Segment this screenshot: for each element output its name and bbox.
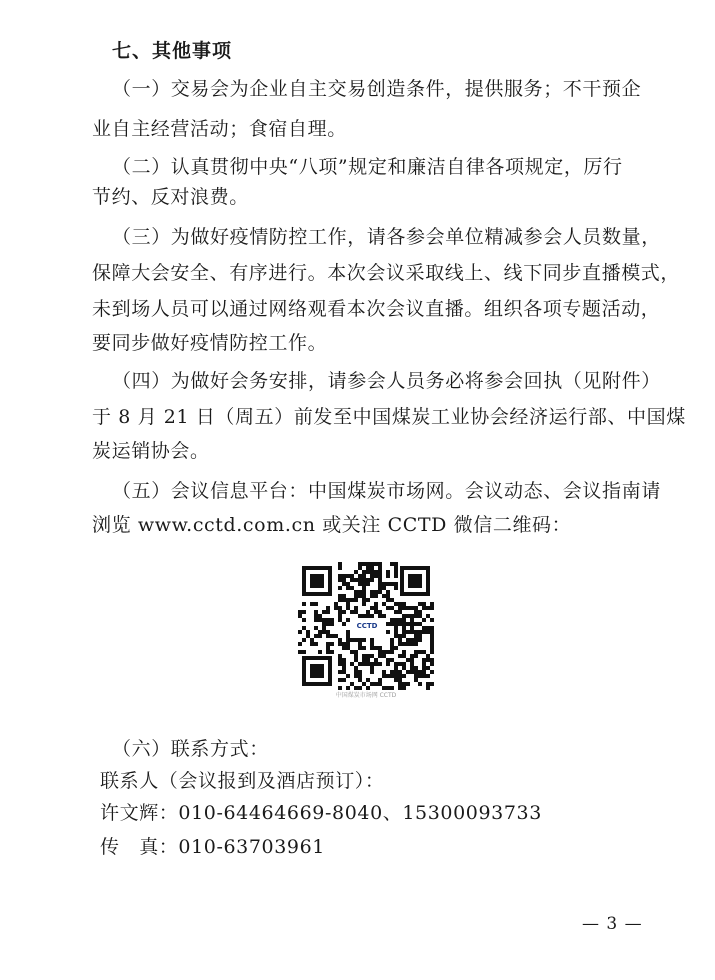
paragraph-line: 要同步做好疫情防控工作。 [92,332,328,354]
paragraph-line: 浏览 www.cctd.com.cn 或关注 CCTD 微信二维码： [92,514,572,536]
paragraph-line: （三）为做好疫情防控工作，请各参会单位精减参会人员数量， [112,226,661,248]
paragraph-line: 节约、反对浪费。 [92,186,249,208]
wechat-qr-code[interactable] [298,562,434,698]
contact-phone-line: 许文辉：010-64464669-8040、15300093733 [100,802,542,824]
paragraph-line: （四）为做好会务安排，请参会人员务必将参会回执（见附件） [112,370,661,392]
contact-person-label: 联系人（会议报到及酒店预订）： [100,770,385,792]
contact-heading: （六）联系方式： [112,738,269,760]
section-title: 七、其他事项 [112,40,233,62]
qr-caption: 中国煤炭市场网 CCTD [335,692,397,699]
qr-logo-text: CCTD [356,622,378,630]
paragraph-line: 业自主经营活动；食宿自理。 [92,118,347,140]
page-number: — 3 — [582,914,643,934]
qr-code-icon [298,562,434,690]
paragraph-line: 未到场人员可以通过网络观看本次会议直播。组织各项专题活动， [92,298,661,320]
paragraph-line: （一）交易会为企业自主交易创造条件，提供服务；不干预企 [112,78,642,100]
paragraph-line: （二）认真贯彻中央“八项”规定和廉洁自律各项规定，厉行 [112,156,623,178]
contact-fax-line: 传 真：010-63703961 [100,836,325,858]
paragraph-line: 保障大会安全、有序进行。本次会议采取线上、线下同步直播模式， [92,262,681,284]
paragraph-line: 炭运销协会。 [92,440,210,462]
paragraph-line: （五）会议信息平台：中国煤炭市场网。会议动态、会议指南请 [112,480,661,502]
paragraph-line: 于 8 月 21 日（周五）前发至中国煤炭工业协会经济运行部、中国煤 [92,406,686,428]
